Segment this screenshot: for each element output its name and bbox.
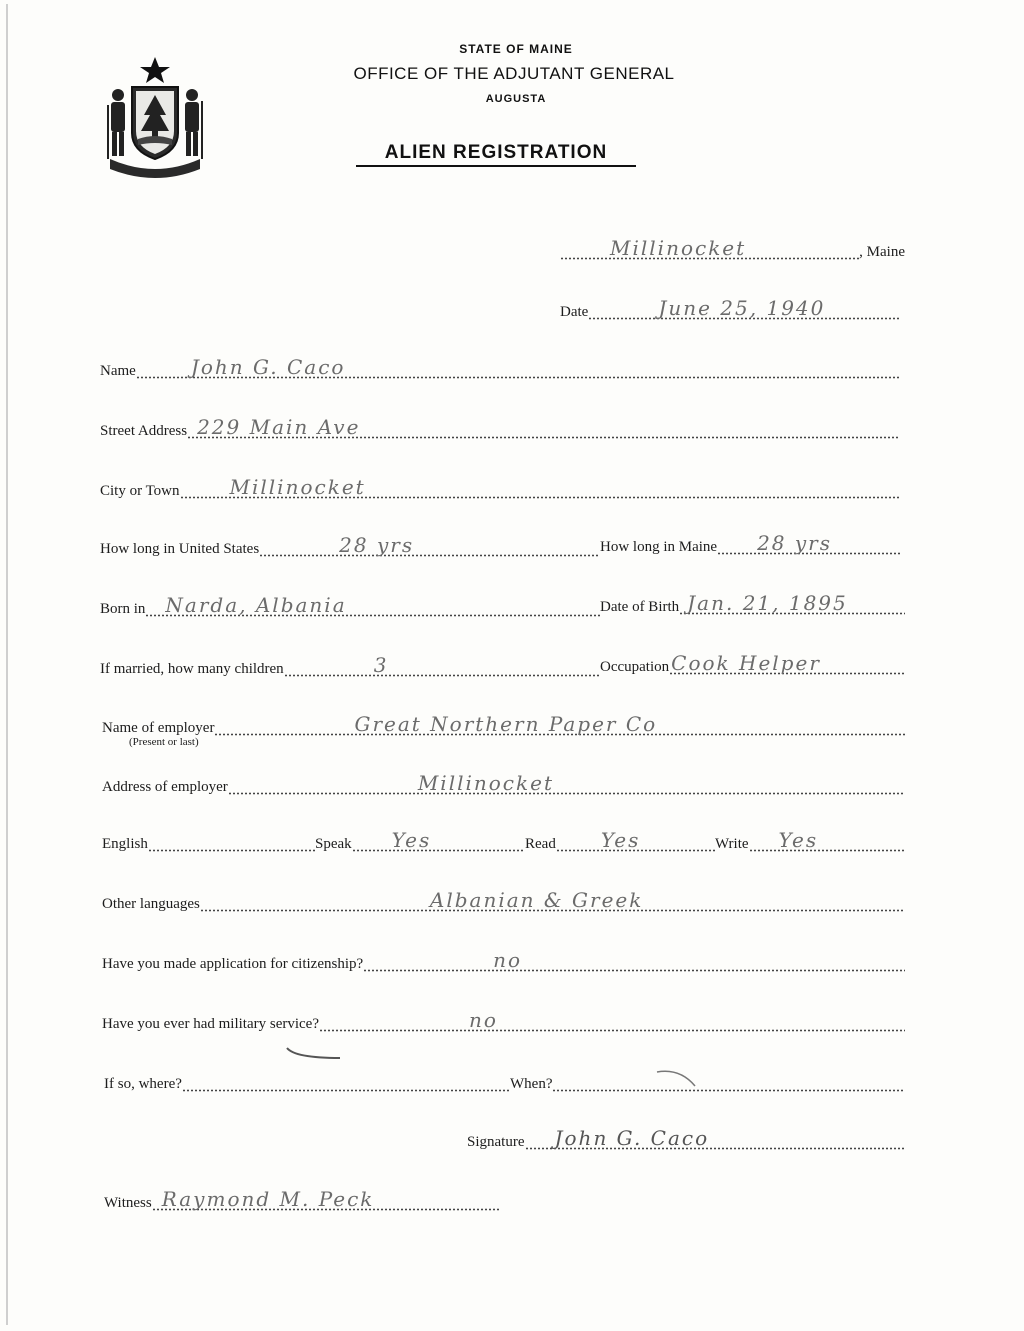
- witness-label: Witness: [104, 1195, 152, 1211]
- name-field: [100, 355, 900, 381]
- read-field: [525, 828, 715, 854]
- header-city: AUGUSTA: [485, 93, 547, 105]
- town-field: [560, 236, 905, 262]
- other-languages-value: Albanian & Greek: [429, 888, 644, 912]
- read-label: Read: [525, 836, 556, 852]
- us-duration-label: How long in United States: [100, 541, 260, 557]
- form-title: ALIEN REGISTRATION: [356, 142, 636, 167]
- dob-value: Jan. 21, 1895: [687, 591, 848, 615]
- employer-value: Great Northern Paper Co: [354, 712, 658, 736]
- pen-dash-mark: [285, 1044, 345, 1064]
- speak-label: Speak: [315, 836, 352, 852]
- name-label: Name: [100, 363, 136, 379]
- date-field: [560, 296, 900, 322]
- write-label: Write: [715, 836, 749, 852]
- us-duration-field: [100, 533, 600, 559]
- when-field: [510, 1072, 905, 1094]
- english-label: English: [102, 836, 148, 852]
- employer-label: Name of employer: [102, 720, 215, 736]
- birthplace-field: [100, 593, 600, 619]
- write-field: [715, 828, 905, 854]
- street-value: 229 Main Ave: [197, 415, 361, 439]
- military-field: [102, 1008, 905, 1034]
- read-value: Yes: [600, 828, 641, 852]
- speak-value: Yes: [391, 828, 432, 852]
- name-value: John G. Caco: [190, 355, 346, 379]
- city-label: City or Town: [100, 483, 180, 499]
- english-field: [102, 832, 315, 854]
- citizenship-field: [102, 948, 905, 974]
- us-duration-value: 28 yrs: [339, 533, 415, 557]
- date-label: Date: [560, 304, 589, 320]
- town-suffix: , Maine: [859, 244, 905, 260]
- birthplace-value: Narda, Albania: [165, 593, 347, 617]
- children-value: 3: [373, 653, 389, 677]
- speak-field: [315, 828, 525, 854]
- occupation-label: Occupation: [600, 659, 670, 675]
- street-label: Street Address: [100, 423, 188, 439]
- city-value: Millinocket: [229, 475, 366, 499]
- employer-address-label: Address of employer: [102, 779, 228, 795]
- date-value: June 25, 1940: [658, 296, 826, 320]
- town-value: Millinocket: [610, 236, 747, 260]
- military-value: no: [469, 1008, 498, 1032]
- dob-label: Date of Birth: [600, 599, 680, 615]
- signature-label: Signature: [467, 1134, 525, 1150]
- when-label: When?: [510, 1076, 553, 1092]
- employer-address-field: [102, 771, 905, 797]
- employer-field: [102, 712, 905, 738]
- where-field: [104, 1072, 510, 1094]
- header-state: STATE OF MAINE: [459, 42, 573, 56]
- other-languages-label: Other languages: [102, 896, 200, 912]
- citizenship-label: Have you made application for citizenship?: [102, 956, 364, 972]
- where-label: If so, where?: [104, 1076, 182, 1092]
- dob-field: [600, 591, 905, 617]
- citizenship-value: no: [493, 948, 523, 972]
- maine-duration-label: How long in Maine: [600, 539, 718, 555]
- military-label: Have you ever had military service?: [102, 1016, 319, 1032]
- employer-address-value: Millinocket: [417, 771, 554, 795]
- maine-duration-field: [600, 531, 900, 557]
- signature-field: [467, 1126, 905, 1152]
- occupation-field: [600, 651, 905, 677]
- children-label: If married, how many children: [100, 661, 284, 677]
- street-field: [100, 415, 900, 441]
- other-languages-field: [102, 888, 905, 914]
- children-field: [100, 653, 600, 679]
- city-field: [100, 475, 900, 501]
- occupation-value: Cook Helper: [671, 651, 821, 675]
- write-value: Yes: [778, 828, 819, 852]
- witness-value: Raymond M. Peck: [161, 1187, 375, 1211]
- signature-value: John G. Caco: [554, 1126, 710, 1150]
- header-office: OFFICE OF THE ADJUTANT GENERAL: [353, 64, 675, 83]
- employer-sublabel: (Present or last): [129, 736, 199, 748]
- maine-duration-value: 28 yrs: [757, 531, 833, 555]
- birthplace-label: Born in: [100, 601, 146, 617]
- witness-field: [104, 1187, 500, 1213]
